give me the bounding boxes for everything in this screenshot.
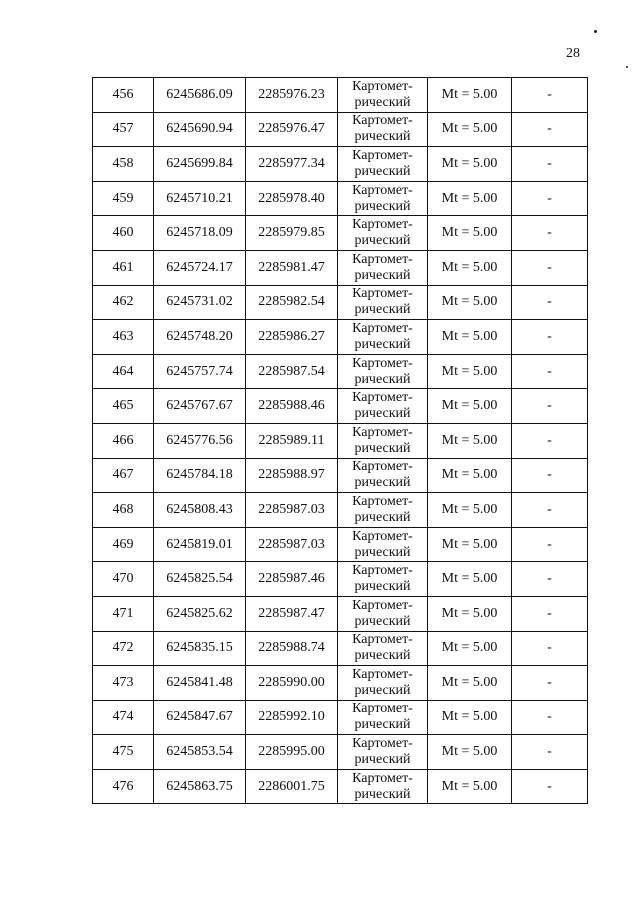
accuracy-cell: Mt = 5.00 (428, 527, 512, 562)
method-line-2: рический (354, 579, 411, 595)
accuracy-cell: Mt = 5.00 (428, 596, 512, 631)
method-line-2: рический (354, 648, 411, 664)
table-row (93, 389, 588, 424)
method-line-2: рический (354, 129, 411, 145)
y-coordinate-cell: 2285979.85 (246, 216, 338, 251)
method-line-2: рический (354, 440, 411, 456)
note-cell: - (512, 78, 588, 113)
method-line-1: Картомет- (352, 355, 413, 371)
method-line-1: Картомет- (352, 390, 413, 406)
x-coordinate-cell: 6245757.74 (154, 354, 246, 389)
table-row (93, 354, 588, 389)
method-line-2: рический (354, 406, 411, 422)
method-line-1: Картомет- (352, 320, 413, 336)
accuracy-cell: Mt = 5.00 (428, 458, 512, 493)
table-row (93, 320, 588, 355)
method-line-1: Картомет- (352, 597, 413, 613)
method-line-2: рический (354, 475, 411, 491)
method-cell (338, 631, 428, 666)
method-cell (338, 458, 428, 493)
method-line-2: рический (354, 682, 411, 698)
y-coordinate-cell: 2285987.47 (246, 596, 338, 631)
y-coordinate-cell: 2285989.11 (246, 423, 338, 458)
method-line-1: Картомет- (352, 666, 413, 682)
method-cell (338, 562, 428, 597)
accuracy-cell: Mt = 5.00 (428, 493, 512, 528)
point-number-cell: 472 (93, 631, 154, 666)
method-cell (338, 769, 428, 804)
x-coordinate-cell: 6245690.94 (154, 112, 246, 147)
accuracy-cell: Mt = 5.00 (428, 112, 512, 147)
point-number-cell: 461 (93, 250, 154, 285)
method-line-1: Картомет- (352, 770, 413, 786)
x-coordinate-cell: 6245825.62 (154, 596, 246, 631)
point-number-cell: 473 (93, 666, 154, 701)
point-number-cell: 467 (93, 458, 154, 493)
method-cell (338, 250, 428, 285)
table-row (93, 527, 588, 562)
method-line-1: Картомет- (352, 563, 413, 579)
point-number-cell: 464 (93, 354, 154, 389)
y-coordinate-cell: 2285988.97 (246, 458, 338, 493)
method-line-2: рический (354, 336, 411, 352)
method-cell (338, 147, 428, 182)
accuracy-cell: Mt = 5.00 (428, 354, 512, 389)
note-cell: - (512, 147, 588, 182)
y-coordinate-cell: 2285992.10 (246, 700, 338, 735)
method-cell (338, 285, 428, 320)
accuracy-cell: Mt = 5.00 (428, 423, 512, 458)
method-line-1: Картомет- (352, 493, 413, 509)
method-cell (338, 389, 428, 424)
method-cell (338, 78, 428, 113)
method-line-1: Картомет- (352, 113, 413, 129)
method-line-2: рический (354, 544, 411, 560)
note-cell: - (512, 181, 588, 216)
accuracy-cell: Mt = 5.00 (428, 285, 512, 320)
point-number-cell: 475 (93, 735, 154, 770)
method-line-2: рический (354, 94, 411, 110)
point-number-cell: 470 (93, 562, 154, 597)
table-row (93, 285, 588, 320)
accuracy-cell: Mt = 5.00 (428, 78, 512, 113)
y-coordinate-cell: 2285988.74 (246, 631, 338, 666)
x-coordinate-cell: 6245710.21 (154, 181, 246, 216)
method-line-1: Картомет- (352, 632, 413, 648)
accuracy-cell: Mt = 5.00 (428, 769, 512, 804)
method-cell (338, 596, 428, 631)
table-row (93, 216, 588, 251)
y-coordinate-cell: 2285986.27 (246, 320, 338, 355)
method-cell (338, 527, 428, 562)
page-number: 28 (566, 46, 580, 61)
point-number-cell: 462 (93, 285, 154, 320)
table-row (93, 493, 588, 528)
note-cell: - (512, 493, 588, 528)
note-cell: - (512, 250, 588, 285)
point-number-cell: 459 (93, 181, 154, 216)
y-coordinate-cell: 2285978.40 (246, 181, 338, 216)
point-number-cell: 465 (93, 389, 154, 424)
x-coordinate-cell: 6245767.67 (154, 389, 246, 424)
accuracy-cell: Mt = 5.00 (428, 147, 512, 182)
table-body (93, 78, 588, 804)
scan-speck (594, 30, 597, 33)
accuracy-cell: Mt = 5.00 (428, 562, 512, 597)
note-cell: - (512, 389, 588, 424)
x-coordinate-cell: 6245718.09 (154, 216, 246, 251)
accuracy-cell: Mt = 5.00 (428, 631, 512, 666)
method-cell (338, 493, 428, 528)
method-cell (338, 216, 428, 251)
note-cell: - (512, 216, 588, 251)
method-line-1: Картомет- (352, 78, 413, 94)
accuracy-cell: Mt = 5.00 (428, 666, 512, 701)
y-coordinate-cell: 2285990.00 (246, 666, 338, 701)
table-row (93, 78, 588, 113)
point-number-cell: 456 (93, 78, 154, 113)
method-cell (338, 700, 428, 735)
table-row (93, 423, 588, 458)
method-line-2: рический (354, 233, 411, 249)
table-row (93, 596, 588, 631)
method-line-2: рический (354, 613, 411, 629)
method-cell (338, 666, 428, 701)
point-number-cell: 469 (93, 527, 154, 562)
x-coordinate-cell: 6245784.18 (154, 458, 246, 493)
table-row (93, 181, 588, 216)
table-row (93, 147, 588, 182)
point-number-cell: 457 (93, 112, 154, 147)
x-coordinate-cell: 6245825.54 (154, 562, 246, 597)
note-cell: - (512, 562, 588, 597)
method-line-1: Картомет- (352, 528, 413, 544)
x-coordinate-cell: 6245847.67 (154, 700, 246, 735)
method-line-2: рический (354, 267, 411, 283)
x-coordinate-cell: 6245686.09 (154, 78, 246, 113)
point-number-cell: 463 (93, 320, 154, 355)
x-coordinate-cell: 6245835.15 (154, 631, 246, 666)
accuracy-cell: Mt = 5.00 (428, 216, 512, 251)
table-row (93, 700, 588, 735)
note-cell: - (512, 458, 588, 493)
x-coordinate-cell: 6245776.56 (154, 423, 246, 458)
point-number-cell: 474 (93, 700, 154, 735)
method-cell (338, 423, 428, 458)
table-row (93, 458, 588, 493)
note-cell: - (512, 285, 588, 320)
coordinates-table (92, 77, 588, 804)
y-coordinate-cell: 2285987.54 (246, 354, 338, 389)
point-number-cell: 466 (93, 423, 154, 458)
y-coordinate-cell: 2285987.03 (246, 493, 338, 528)
y-coordinate-cell: 2285976.47 (246, 112, 338, 147)
method-line-2: рический (354, 717, 411, 733)
table-row (93, 666, 588, 701)
accuracy-cell: Mt = 5.00 (428, 389, 512, 424)
x-coordinate-cell: 6245841.48 (154, 666, 246, 701)
method-line-1: Картомет- (352, 217, 413, 233)
x-coordinate-cell: 6245748.20 (154, 320, 246, 355)
method-line-2: рический (354, 786, 411, 802)
x-coordinate-cell: 6245731.02 (154, 285, 246, 320)
note-cell: - (512, 700, 588, 735)
accuracy-cell: Mt = 5.00 (428, 250, 512, 285)
accuracy-cell: Mt = 5.00 (428, 735, 512, 770)
note-cell: - (512, 320, 588, 355)
table-row (93, 250, 588, 285)
x-coordinate-cell: 6245863.75 (154, 769, 246, 804)
method-cell (338, 354, 428, 389)
method-cell (338, 181, 428, 216)
x-coordinate-cell: 6245853.54 (154, 735, 246, 770)
note-cell: - (512, 527, 588, 562)
y-coordinate-cell: 2285982.54 (246, 285, 338, 320)
y-coordinate-cell: 2285988.46 (246, 389, 338, 424)
note-cell: - (512, 354, 588, 389)
method-line-1: Картомет- (352, 459, 413, 475)
accuracy-cell: Mt = 5.00 (428, 181, 512, 216)
y-coordinate-cell: 2285987.46 (246, 562, 338, 597)
scan-speck (626, 66, 628, 68)
y-coordinate-cell: 2286001.75 (246, 769, 338, 804)
point-number-cell: 460 (93, 216, 154, 251)
point-number-cell: 458 (93, 147, 154, 182)
accuracy-cell: Mt = 5.00 (428, 700, 512, 735)
x-coordinate-cell: 6245819.01 (154, 527, 246, 562)
note-cell: - (512, 631, 588, 666)
table-row (93, 735, 588, 770)
table-row (93, 769, 588, 804)
table-row (93, 112, 588, 147)
y-coordinate-cell: 2285981.47 (246, 250, 338, 285)
y-coordinate-cell: 2285995.00 (246, 735, 338, 770)
y-coordinate-cell: 2285977.34 (246, 147, 338, 182)
point-number-cell: 476 (93, 769, 154, 804)
method-line-2: рический (354, 752, 411, 768)
y-coordinate-cell: 2285987.03 (246, 527, 338, 562)
note-cell: - (512, 769, 588, 804)
x-coordinate-cell: 6245699.84 (154, 147, 246, 182)
method-line-2: рический (354, 163, 411, 179)
method-line-1: Картомет- (352, 182, 413, 198)
method-line-1: Картомет- (352, 286, 413, 302)
y-coordinate-cell: 2285976.23 (246, 78, 338, 113)
method-cell (338, 112, 428, 147)
method-line-2: рический (354, 198, 411, 214)
method-line-2: рический (354, 509, 411, 525)
note-cell: - (512, 423, 588, 458)
point-number-cell: 471 (93, 596, 154, 631)
method-cell (338, 320, 428, 355)
table-row (93, 631, 588, 666)
method-line-1: Картомет- (352, 701, 413, 717)
x-coordinate-cell: 6245724.17 (154, 250, 246, 285)
method-line-2: рический (354, 371, 411, 387)
method-line-1: Картомет- (352, 424, 413, 440)
method-cell (338, 735, 428, 770)
note-cell: - (512, 112, 588, 147)
note-cell: - (512, 666, 588, 701)
method-line-2: рический (354, 302, 411, 318)
method-line-1: Картомет- (352, 251, 413, 267)
accuracy-cell: Mt = 5.00 (428, 320, 512, 355)
table-row (93, 562, 588, 597)
x-coordinate-cell: 6245808.43 (154, 493, 246, 528)
note-cell: - (512, 596, 588, 631)
point-number-cell: 468 (93, 493, 154, 528)
method-line-1: Картомет- (352, 736, 413, 752)
method-line-1: Картомет- (352, 147, 413, 163)
note-cell: - (512, 735, 588, 770)
